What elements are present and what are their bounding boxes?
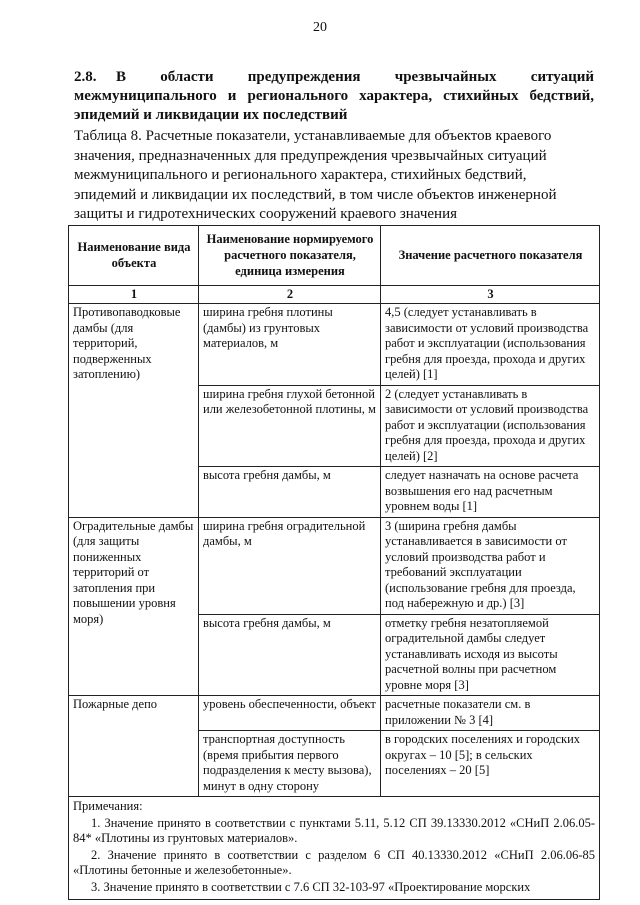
table-row <box>69 517 600 614</box>
indicators-table <box>68 225 600 900</box>
value-cell: следует назначать на основе расчета возвышения его над расчетным уровнем воды [1] <box>381 467 600 518</box>
column-number: 3 <box>381 286 600 304</box>
object-name-fire-stations: Пожарные депо <box>69 696 199 797</box>
value-cell: отметку гребня незатопляемой оградительной дамбы следует устанавливать исходя из высоты расчетной волны при расчетном уровне моря [3] <box>381 614 600 696</box>
indicator-cell: ширина гребня плотины (дамбы) из грунтовых материалов, м <box>199 304 381 386</box>
notes-row <box>69 797 600 900</box>
section-title: В области предупреждения чрезвычайных ситуаций межмуниципального и регионального характера, стихийных бедствий, эпидемий и ликвидации их последствий <box>74 69 594 123</box>
section-number: 2.8. <box>74 69 97 85</box>
column-number: 1 <box>69 286 199 304</box>
table-row <box>69 696 600 731</box>
page-number: 20 <box>313 20 327 35</box>
note-item: 2. Значение принято в соответствии с разделом 6 СП 40.13330.2012 «СНиП 2.06.06-85 «Плотины бетонные и железобетонные». <box>73 847 595 877</box>
table-header-row <box>69 226 600 286</box>
indicator-cell: высота гребня дамбы, м <box>199 467 381 518</box>
value-cell: 4,5 (следует устанавливать в зависимости от условий производства работ и эксплуатации (использования гребня для проезда, прохода и других целей) [1] <box>381 304 600 386</box>
indicator-cell: транспортная доступность (время прибытия первого подразделения к месту вызова), минут в одну сторону <box>199 731 381 797</box>
notes-title: Примечания: <box>73 799 143 813</box>
note-item: 1. Значение принято в соответствии с пунктами 5.11, 5.12 СП 39.13330.2012 «СНиП 2.06.05-84* «Плотины из грунтовых материалов». <box>73 815 595 845</box>
value-cell: 2 (следует устанавливать в зависимости от условий производства работ и эксплуатации (использования гребня для проезда, прохода и других целей) [2] <box>381 385 600 467</box>
column-number: 2 <box>199 286 381 304</box>
table-row <box>69 304 600 386</box>
indicator-cell: ширина гребня оградительной дамбы, м <box>199 517 381 614</box>
header-object: Наименование вида объекта <box>69 226 199 286</box>
section-heading <box>74 68 594 125</box>
notes-cell <box>69 797 600 900</box>
value-cell: расчетные показатели см. в приложении № 3 [4] <box>381 696 600 731</box>
object-name-protective-dams: Оградительные дамбы (для защиты пониженных территорий от затопления при повышении уровня моря) <box>69 517 199 696</box>
note-item: 3. Значение принято в соответствии с 7.6 СП 32-103-97 «Проектирование морских <box>91 879 531 894</box>
column-number-row <box>69 286 600 304</box>
header-value: Значение расчетного показателя <box>381 226 600 286</box>
header-indicator: Наименование нормируемого расчетного показателя, единица измерения <box>199 226 381 286</box>
indicator-cell: высота гребня дамбы, м <box>199 614 381 696</box>
indicator-cell: уровень обеспеченности, объект <box>199 696 381 731</box>
value-cell: в городских поселениях и городских округах – 10 [5]; в сельских поселениях – 20 [5] <box>381 731 600 797</box>
indicator-cell: ширина гребня глухой бетонной или железобетонной плотины, м <box>199 385 381 467</box>
table-caption: Таблица 8. Расчетные показатели, устанавливаемые для объектов краевого значения, предназначенных для предупреждения чрезвычайных ситуаций межмуниципального и регионального характера, стихийных бедствий, эпидемий и ликвидации их последствий, в том числе объектов инженерной защиты и гидротехнических сооружений краевого значения <box>74 128 557 222</box>
object-name-flood-dams: Противопаводковые дамбы (для территорий, подверженных затоплению) <box>69 304 199 518</box>
value-cell: 3 (ширина гребня дамбы устанавливается в зависимости от условий производства работ и требований эксплуатации (использование гребня для проезда, под набережную и др.) [3] <box>381 517 600 614</box>
